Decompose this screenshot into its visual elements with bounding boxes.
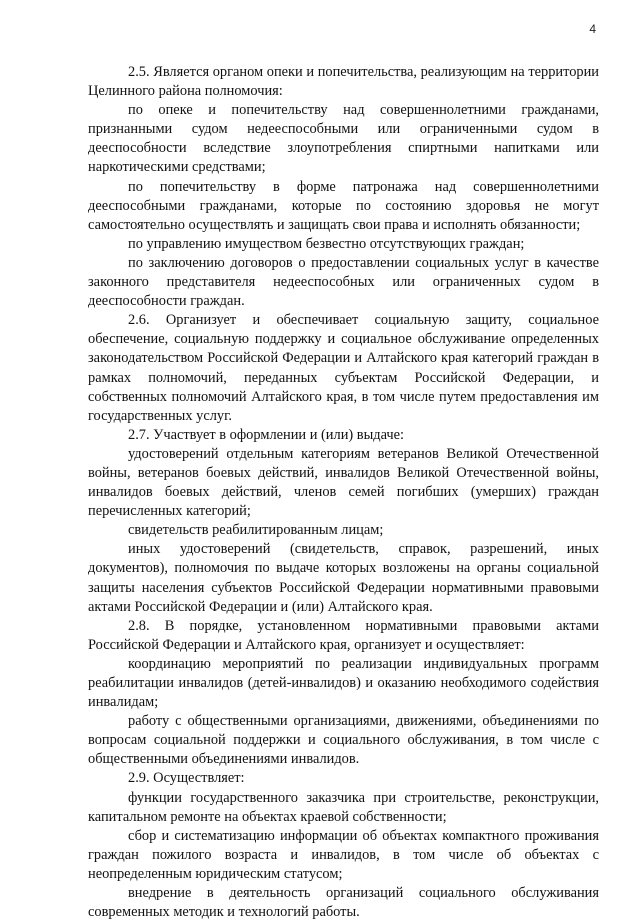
paragraph-state-customer: функции государственного заказчика при строительстве, реконструкции, капитальном ремонте на объектах краевой собственности; bbox=[88, 789, 599, 825]
paragraph-2-7: 2.7. Участвует в оформлении и (или) выдаче: bbox=[128, 426, 404, 443]
paragraph-public-organizations: работу с общественными организациями, движениями, объединениями по вопросам социальной поддержки и социального обслуживания, в том числе с общественными объединениями инвалидов. bbox=[88, 713, 599, 768]
document-body bbox=[88, 63, 599, 922]
paragraph-veteran-certificates: удостоверений отдельным категориям ветеранов Великой Отечественной войны, ветеранов боевых действий, инвалидов Великой Отечественной войны, инвалидов боевых действий, членов семей погибших (умерших) граждан перечисленных категорий; bbox=[88, 445, 599, 520]
paragraph-2-8: 2.8. В порядке, установленном нормативными правовыми актами Российской Федерации и Алтайского края, организует и осуществляет: bbox=[88, 617, 599, 653]
paragraph-other-certificates: иных удостоверений (свидетельств, справок, разрешений, иных документов), полномочия по выдаче которых возложены на органы социальной защиты населения субъектов Российской Федерации нормативными правовыми актами Российской Федерации и (или) Алтайского края. bbox=[88, 541, 599, 615]
paragraph-information-collection: сбор и систематизацию информации об объектах компактного проживания граждан пожилого возраста и инвалидов, в том числе об объектах с неопределенным юридическим статусом; bbox=[88, 827, 599, 882]
paragraph-patronage: по попечительству в форме патронажа над совершеннолетними дееспособными гражданами, которые по состоянию здоровья не могут самостоятельно осуществлять и защищать свои права и исполнять обязанности; bbox=[88, 178, 599, 233]
paragraph-2-6: 2.6. Организует и обеспечивает социальную защиту, социальное обеспечение, социальную поддержку и социальное обслуживание определенных законодательством Российской Федерации и Алтайского края категорий граждан в рамках полномочий, переданных субъектам Российской Федерации, и собственных полномочий Алтайского края, в том числе путем предоставления им государственных услуг. bbox=[88, 312, 599, 424]
paragraph-rehabilitated-certificates: свидетельств реабилитированным лицам; bbox=[128, 522, 384, 539]
paragraph-guardianship-adults: по опеке и попечительству над совершеннолетними гражданами, признанными судом недееспособными или ограниченными судом в дееспособности вследствие злоупотребления спиртными напитками или наркотическими средствами; bbox=[88, 102, 599, 176]
paragraph-rehabilitation-coordination: координацию мероприятий по реализации индивидуальных программ реабилитации инвалидов (детей-инвалидов) и оказанию необходимого содействия инвалидам; bbox=[88, 655, 599, 711]
paragraph-2-5: 2.5. Является органом опеки и попечительства, реализующим на территории Целинного района полномочия: bbox=[88, 64, 599, 100]
paragraph-modern-methods: внедрение в деятельность организаций социального обслуживания современных методик и технологий работы. bbox=[88, 885, 599, 921]
paragraph-property-management: по управлению имуществом безвестно отсутствующих граждан; bbox=[128, 235, 525, 252]
page-number: 4 bbox=[589, 22, 596, 36]
paragraph-service-contracts: по заключению договоров о предоставлении социальных услуг в качестве законного представителя недееспособных или ограниченных судом в дееспособности граждан. bbox=[88, 254, 599, 310]
paragraph-2-9: 2.9. Осуществляет: bbox=[128, 770, 245, 787]
